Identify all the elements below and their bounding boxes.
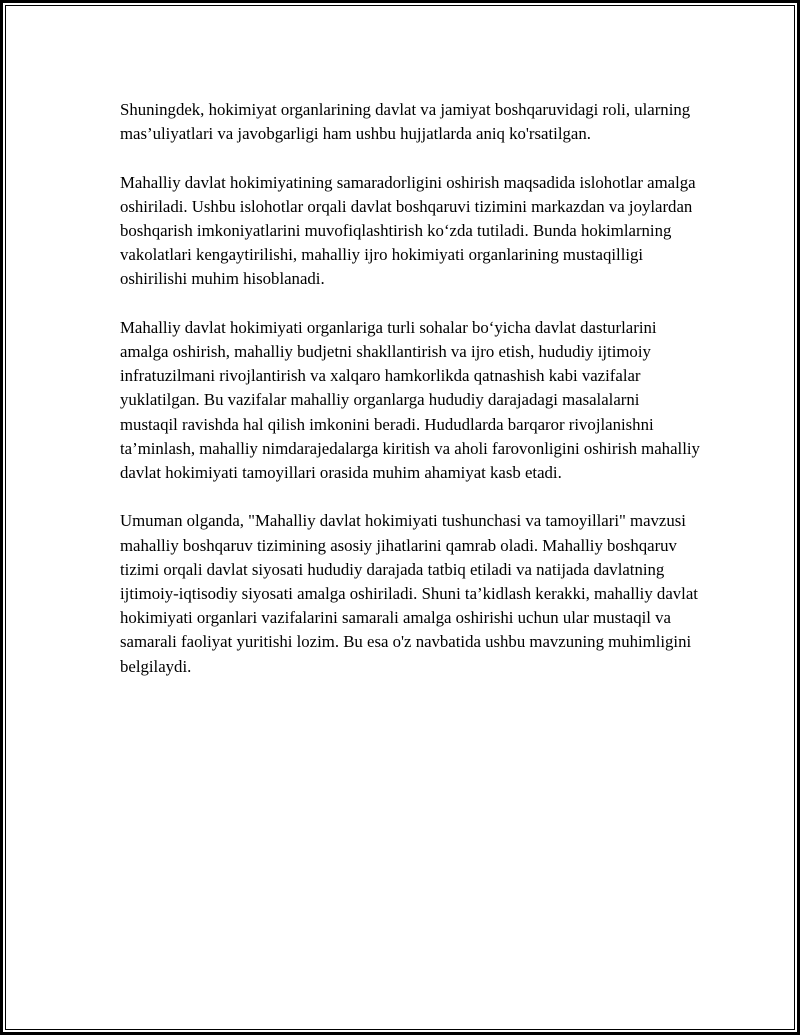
paragraph-2: Mahalliy davlat hokimiyatining samaradorligini oshirish maqsadida islohotlar amalga oshiriladi. Ushbu islohotlar orqali davlat boshqaruvi tizimini markazdan va joylardan boshqarish imkoniyatlarini muvofiqlashtirish ko‘zda tutiladi. Bunda hokimlarning vakolatlari kengaytirilishi, mahalliy ijro hokimiyati organlarining mustaqilligi oshirilishi muhim hisoblanadi. [120, 172, 696, 289]
paragraph-4: Umuman olganda, "Mahalliy davlat hokimiyati tushunchasi va tamoyillari" mavzusi mahalliy boshqaruv tizimining asosiy jihatlarini qamrab oladi. Mahalliy boshqaruv tizimi orqali davlat siyosati hududiy darajada tatbiq etiladi va natijada davlatning ijtimoiy-iqtisodiy siyosati amalga oshiriladi. Shuni ta’kidlash kerakki, mahalliy davlat hokimiyati organlari vazifalarini samarali amalga oshirishi uchun ular mustaqil va samarali faoliyat yuritishi lozim. Bu esa o'z navbatida ushbu mavzuning muhimligini belgilaydi. [120, 511, 698, 676]
paragraph-3: Mahalliy davlat hokimiyati organlariga turli sohalar bo‘yicha davlat dasturlarini amalga oshirish, mahalliy budjetni shakllantirish va ijro etish, hududiy ijtimoiy infratuzilmani rivojlantirish va xalqaro hamkorlikda qatnashish kabi vazifalar yuklatilgan. Bu vazifalar mahalliy organlarga hududiy darajadagi masalalarni mustaqil ravishda hal qilish imkonini beradi. Hududlarda barqaror rivojlanishni ta’minlash, mahalliy nimdarajedalarga kiritish va aholi farovonligini oshirish mahalliy davlat hokimiyati tamoyillari orasida muhim ahamiyat kasb etadi. [120, 317, 700, 483]
paragraph-1: Shuningdek, hokimiyat organlarining davlat va jamiyat boshqaruvidagi roli, ularning mas’uliyatlari va javobgarligi ham ushbu hujjatlarda aniq ko'rsatilgan. [120, 100, 691, 144]
document-body [120, 98, 700, 703]
